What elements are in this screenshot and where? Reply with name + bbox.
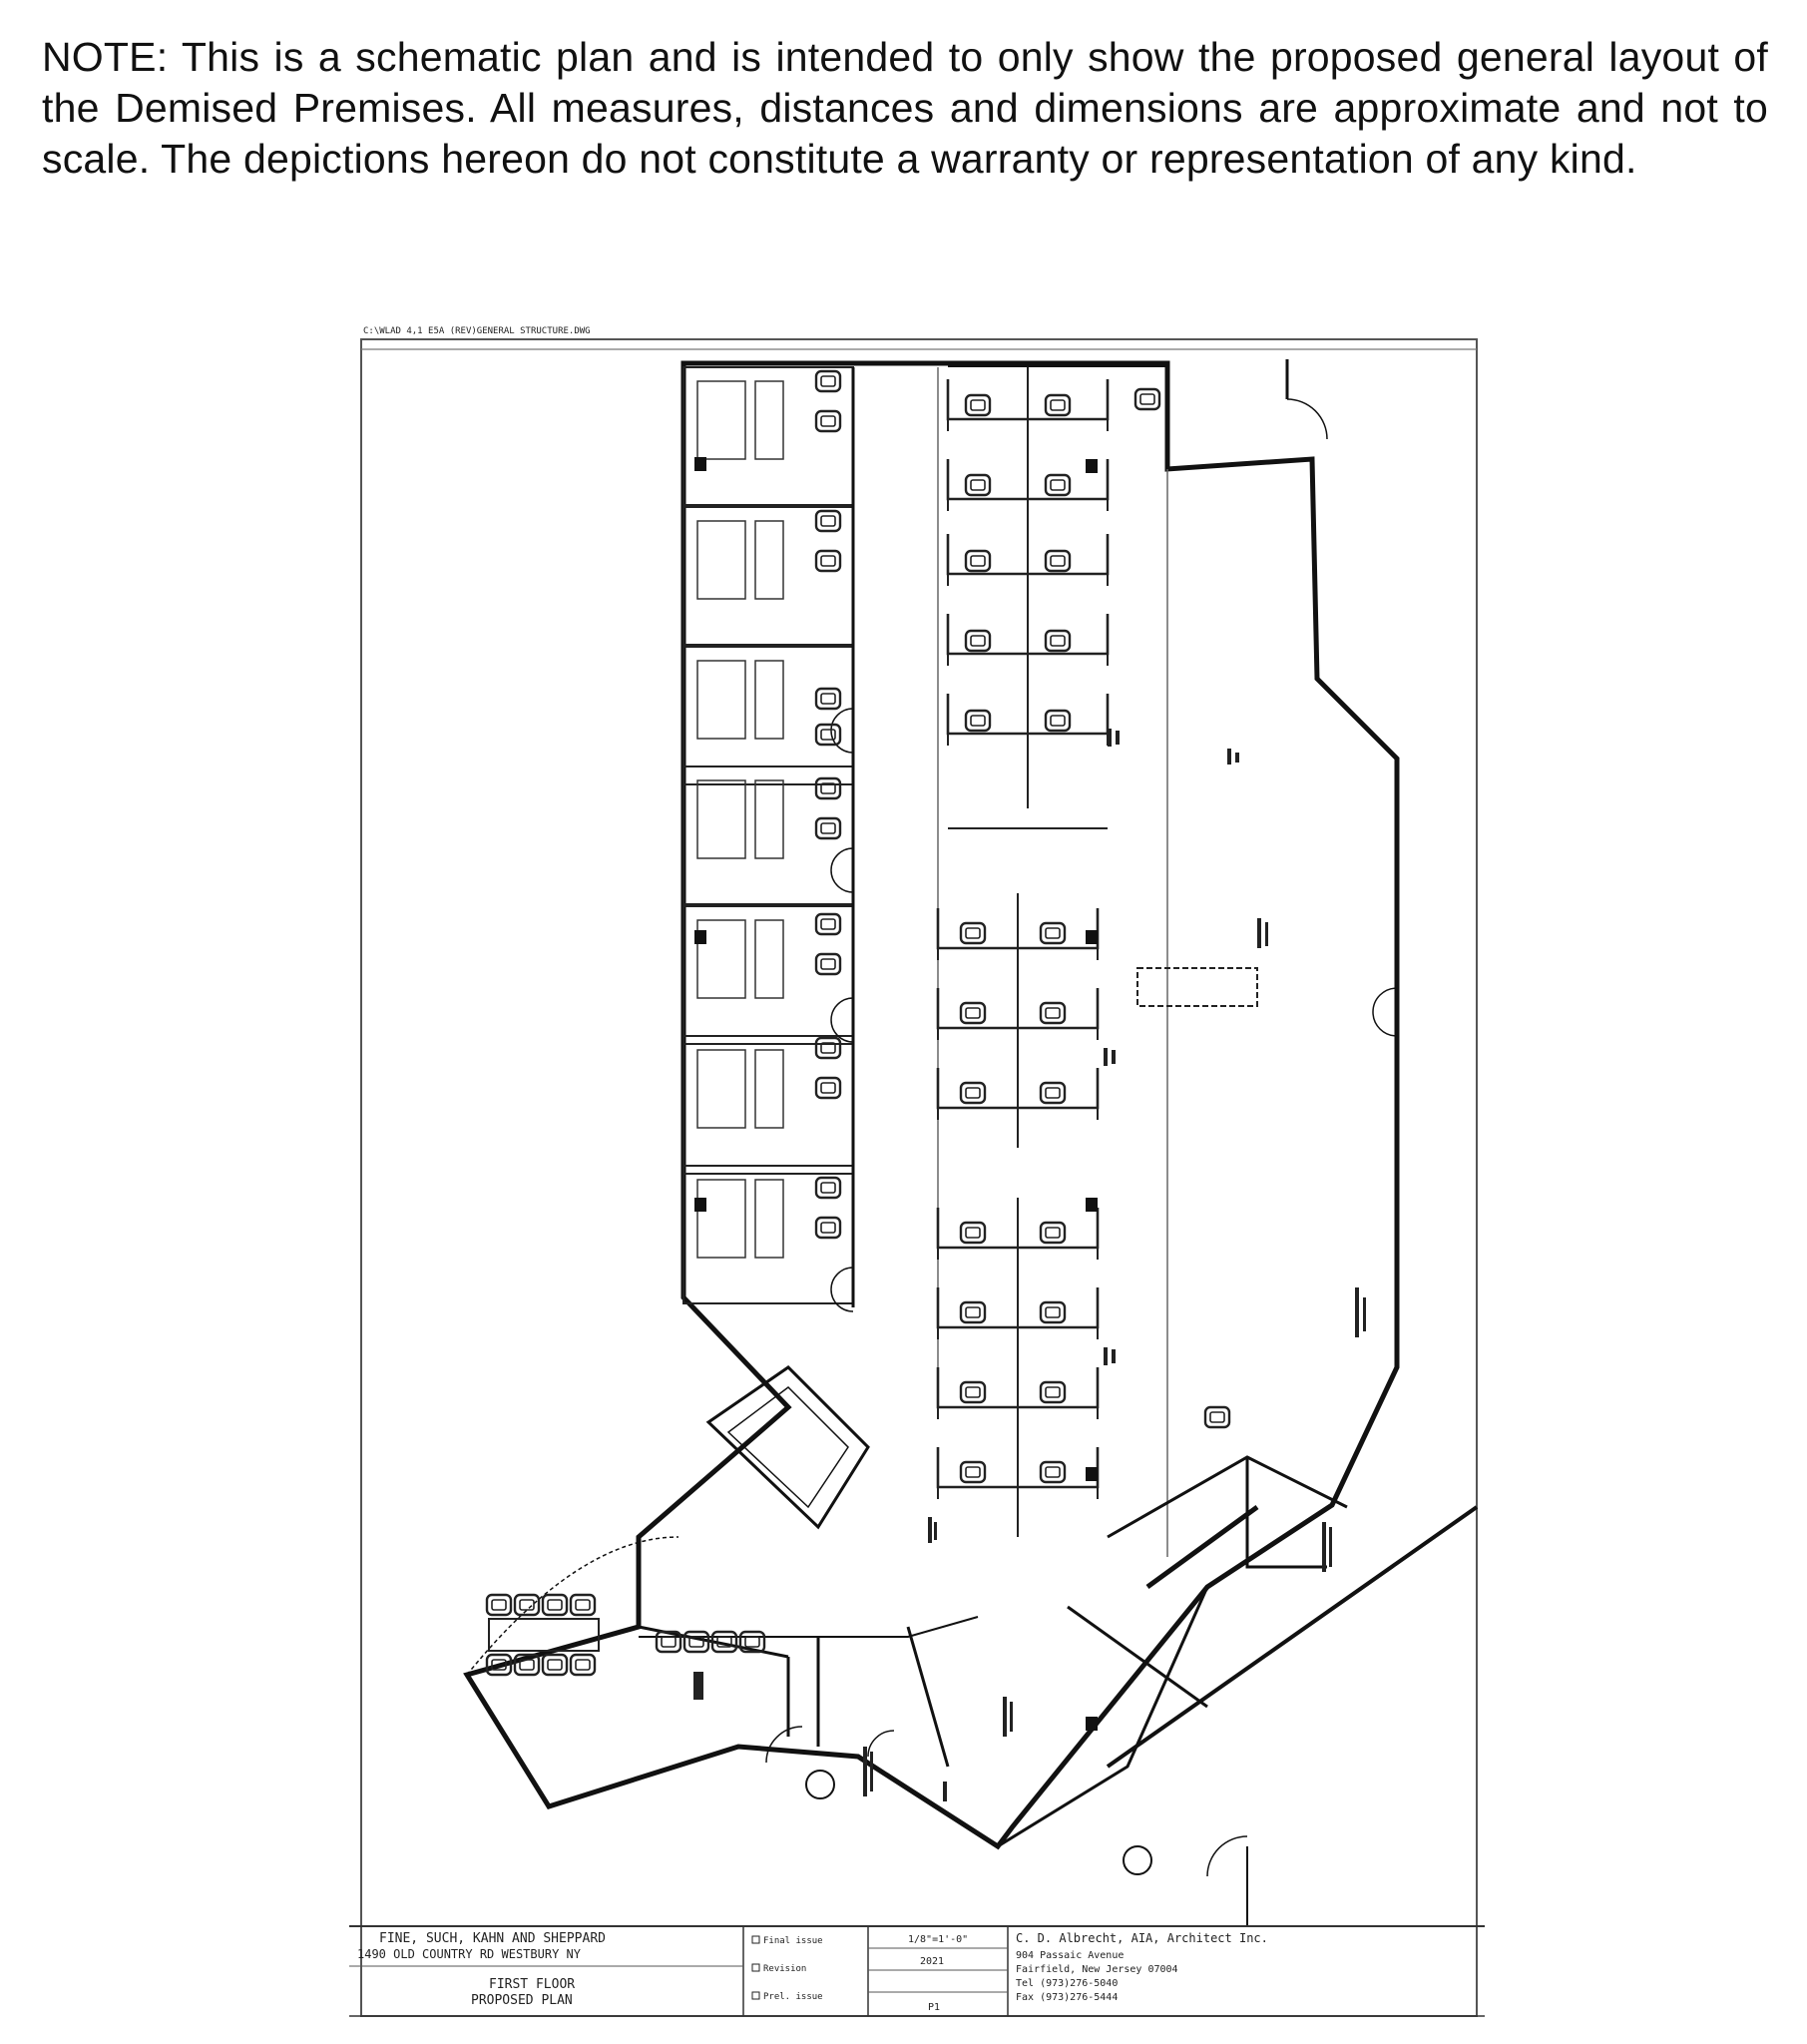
issue-checkboxes bbox=[752, 1936, 823, 2002]
reception-desk bbox=[1137, 968, 1257, 1006]
drawing-scale: 1/8"=1'-0" bbox=[908, 1934, 969, 1945]
check-final-issue: Final issue bbox=[763, 1936, 823, 1946]
client-address: 1490 OLD COUNTRY RD WESTBURY NY bbox=[357, 1947, 581, 1961]
drawing-title-line-2: PROPOSED PLAN bbox=[471, 1993, 573, 2008]
check-revision: Revision bbox=[763, 1964, 807, 1974]
sheet-number: P1 bbox=[928, 2002, 941, 2013]
architect-address-1: 904 Passaic Avenue bbox=[1016, 1950, 1125, 1961]
floor-plan-drawing bbox=[349, 309, 1487, 2026]
architect-fax: Fax (973)276-5444 bbox=[1016, 1992, 1119, 2003]
architect-address-2: Fairfield, New Jersey 07004 bbox=[1016, 1964, 1178, 1975]
disclaimer-note: NOTE: This is a schematic plan and is intended to only show the proposed general layout of the Demised Premises. All measures, distances and dimensions are approximate and not to scale. The depictions hereon do not constitute a warranty or representation of any kind. bbox=[42, 34, 1768, 182]
workstation-cluster-lower bbox=[938, 1198, 1098, 1537]
conference-table bbox=[489, 1619, 599, 1651]
drawing-title-line-1: FIRST FLOOR bbox=[489, 1977, 576, 1992]
check-prelim-issue: Prel. issue bbox=[763, 1992, 823, 2002]
architect-name: C. D. Albrecht, AIA, Architect Inc. bbox=[1016, 1931, 1268, 1945]
plan-file-path: C:\WLAD 4,1 E5A (REV)GENERAL STRUCTURE.DWG bbox=[363, 326, 591, 336]
workstation-cluster-upper bbox=[948, 367, 1108, 828]
drawing-date: 2021 bbox=[920, 1956, 945, 1967]
architect-tel: Tel (973)276-5040 bbox=[1016, 1978, 1119, 1989]
plan-noise-marks bbox=[693, 729, 1366, 1801]
client-name: FINE, SUCH, KAHN AND SHEPPARD bbox=[379, 1931, 606, 1946]
chairs bbox=[487, 371, 1229, 1675]
plan-linework bbox=[361, 339, 1477, 2016]
title-block bbox=[349, 1926, 1485, 2016]
